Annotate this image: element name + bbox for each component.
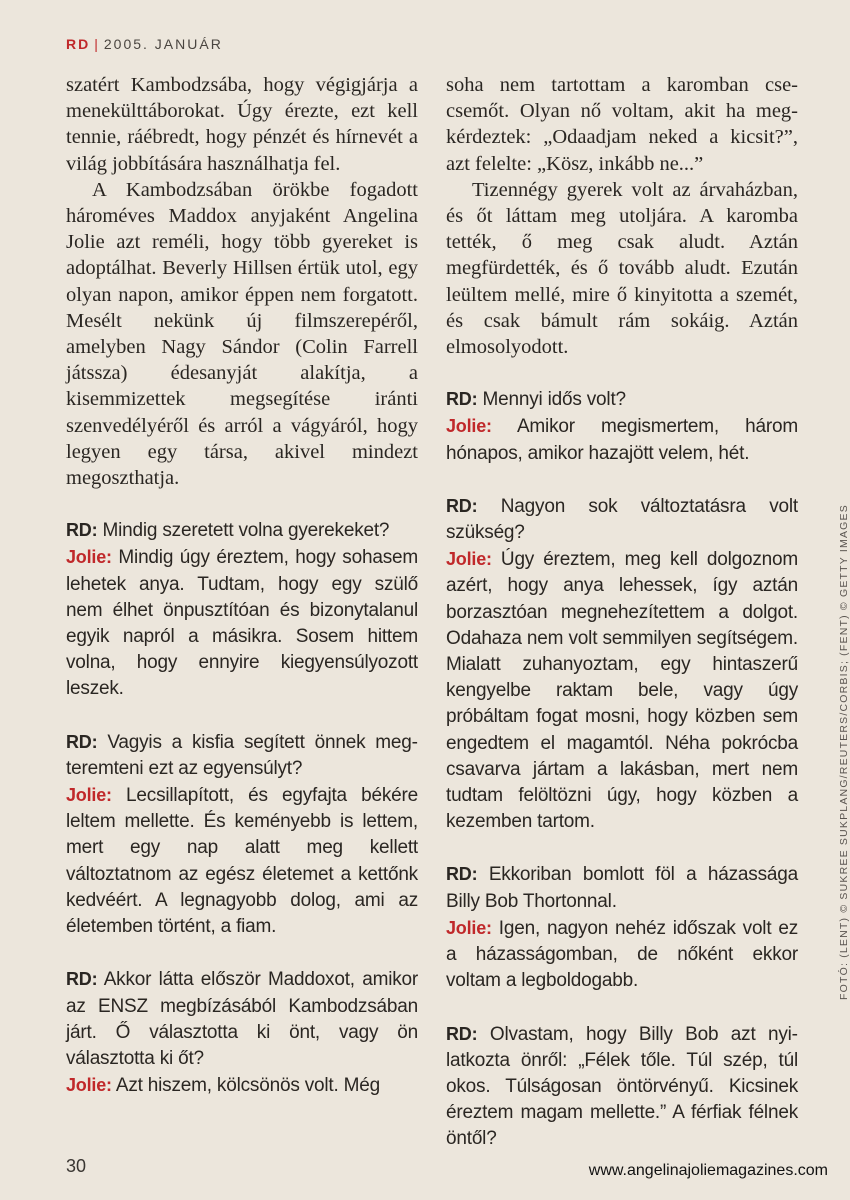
answer: [446, 915, 798, 995]
speaker-label: RD:: [66, 731, 98, 752]
photo-credit: FOTÓ: (LENT) © SUKREE SUKPLANG/REUTERS/CORBIS; (FENT) © GETTY IMAGES: [838, 504, 850, 1000]
answer-text: Amikor megismertem, három hónapos, amikor hazajött velem, hét.: [446, 416, 799, 464]
answer-text: Igen, nagyon nehéz időszak volt ez a házasságomban, de nőként ekkor voltam a legboldogabb.: [446, 917, 798, 992]
answer-text: Mindig úgy éreztem, hogy sohasem lehetek anya. Tudtam, hogy egy szülő nem élhet önpusztítóan és bizonytalanul egyik napról a másikra. Sosem hittem volna, hogy ennyire kiegyensúlyozott leszek.: [66, 547, 418, 700]
answer-text: Azt hiszem, kölcsönös volt. Még: [115, 1075, 380, 1097]
speaker-label: RD:: [66, 969, 98, 990]
question-text: Mennyi idős volt?: [482, 389, 626, 411]
issue-date: 2005. JANUÁR: [103, 36, 223, 52]
running-header: [66, 36, 223, 52]
speaker-label: Jolie:: [66, 785, 112, 806]
qa-block: [66, 729, 418, 941]
website-watermark: www.angelinajoliemagazines.com: [588, 1162, 828, 1179]
question-text: Ekkoriban bomlott föl a házassága Billy Bob Thortonnal.: [446, 864, 798, 912]
intro-paragraph: Tizennégy gyerek volt az árvaházban, és őt láttam meg utoljára. A karomba tették, ő meg csak aludt. Aztán megfürdették, és ő tovább aludt. Ezután leültem mellé, mire ő kinyitotta a szemét, és csak bámult rám sokáig. Aztán elmosolyodott.: [446, 178, 798, 359]
magazine-logo: RD: [66, 36, 91, 52]
question: [66, 517, 418, 544]
answer-text: Úgy éreztem, meg kell dolgoznom azért, hogy anya lehessek, így aztán borzasztóan megnehezítettem a dolgot. Odahaza nem volt semmilyen segítségem. Mialatt zuhanyoztam, egy hintaszerű kengyelbe raktam bele, vagy úgy próbáltam fogat mosni, hogy közben sem engedtem el magamtól. Néha pokrócba csavarva jártam a lakásban, mert nem tudtam felöltözni úgy, hogy közben a kezemben tartom.: [446, 549, 798, 833]
question-text: Akkor látta először Maddoxot, amikor az ENSZ megbízásából Kambodzsában járt. Ő választotta ki önt, vagy ön választotta ki őt?: [66, 969, 419, 1069]
answer: [66, 782, 418, 940]
qa-block: [446, 493, 798, 836]
question-text: Olvastam, hogy Billy Bob azt nyilatkozta önről: „Félek tőle. Túl szép, túl okos. Túlságosan öntörvényű. Kicsinek éreztem magam mellette.” A férfiak félnek öntől?: [446, 1023, 798, 1150]
speaker-label: RD:: [446, 1023, 478, 1044]
speaker-label: RD:: [446, 389, 478, 410]
speaker-label: RD:: [446, 495, 478, 516]
question: [446, 1021, 798, 1153]
intro-paragraph: szatért Kambodzsába, hogy végigjárja a menekülttáborokat. Úgy érezte, ezt kell tennie, ráébredt, hogy pénzét és hírnevét a világ jobbítására használhatja fel.: [66, 74, 418, 175]
question-text: Nagyon sok változtatásra volt szükség?: [446, 495, 798, 544]
header-separator: |: [94, 36, 100, 52]
speaker-label: Jolie:: [446, 917, 492, 938]
question: [66, 966, 418, 1072]
intro-paragraph: soha nem tartottam a karomban csecsemőt. Olyan nő voltam, akit ha megkérdeztek: „Odaadjam neked a kicsit?”, azt felelte: „Kösz, inkább ne...”: [446, 74, 798, 175]
answer-text: Lecsillapított, és egyfajta békére leltem mellette. És keményebb is lettem, mert egy nap alatt meg kellett változtatnom az egész életemet a kettőnk kedvéért. A legnagyobb dolog, ami az életemben történt, a fiam.: [66, 785, 418, 938]
question: [446, 493, 798, 546]
question-text: Mindig szeretett volna gyerekeket?: [102, 520, 390, 542]
answer: [446, 546, 798, 835]
speaker-label: Jolie:: [66, 547, 112, 568]
answer: [446, 413, 798, 466]
question: [446, 861, 798, 914]
qa-block: [66, 966, 418, 1099]
qa-block: [446, 386, 798, 467]
speaker-label: Jolie:: [66, 1075, 112, 1096]
question: [446, 386, 798, 413]
qa-block: [66, 517, 418, 702]
answer: [66, 544, 418, 702]
page-number: 30: [66, 1156, 87, 1176]
answer: [66, 1072, 418, 1099]
question: [66, 729, 418, 782]
right-column: [446, 72, 798, 1153]
speaker-label: Jolie:: [446, 416, 492, 437]
qa-block: [446, 861, 798, 994]
question-text: Vagyis a kisfia segített önnek megteremteni ezt az egyensúlyt?: [66, 731, 418, 779]
left-column: [66, 72, 418, 1099]
speaker-label: RD:: [66, 520, 98, 541]
speaker-label: Jolie:: [446, 549, 492, 570]
qa-block: [446, 1021, 798, 1153]
intro-paragraph: A Kambodzsában örökbe fogadott hároméves Maddox anyjaként Angelina Jolie azt reméli, hogy több gyereket is adoptálhat. Beverly Hillsen értük utol, egy olyan napon, amikor éppen nem forgatott. Mesélt nekünk új filmszerepéről, amelyben Nagy Sándor (Colin Farrell játssza) édesanyját alakítja, a kisemmizettek megsegítése iránti szenvedélyéről és arról a vágyáról, hogy legyen egy társa, akivel mindezt megoszthatja.: [66, 178, 418, 490]
speaker-label: RD:: [446, 864, 478, 885]
